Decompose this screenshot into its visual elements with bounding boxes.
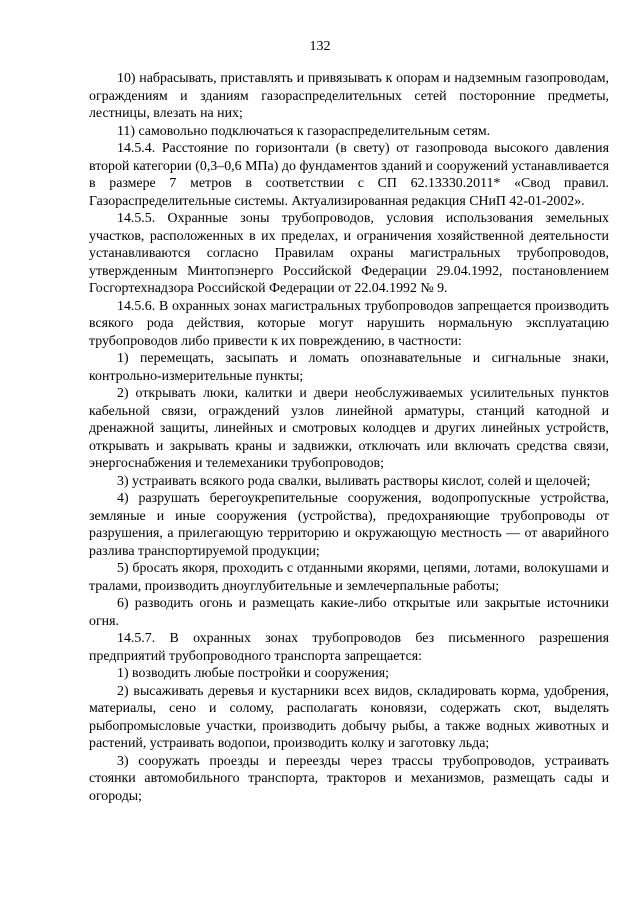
paragraph: 3) устраивать всякого рода свалки, выливать растворы кислот, солей и щелочей; [117,473,591,489]
paragraph: 2) высаживать деревья и кустарники всех видов, складировать корма, удобрения, материалы, сено и солому, располагать коновязи, содержать скот, выделять рыбопромысловые участки, производить добычу рыбы, а также водных животных и растений, устраивать водопои, производить колку и заготовку льда; [89,683,609,751]
paragraph: 14.5.7. В охранных зонах трубопроводов без письменного разрешения предприятий трубопроводного транспорта запрещается: [89,631,609,664]
page-number: 132 [309,39,331,54]
paragraph: 1) возводить любые постройки и сооружения; [117,666,389,681]
paragraph: 3) сооружать проезды и переезды через трассы трубопроводов, устраивать стоянки автомобильного транспорта, тракторов и механизмов, размещать сады и огороды; [89,753,609,804]
paragraph: 2) открывать люки, калитки и двери необслуживаемых усилительных пунктов кабельной связи, ограждений узлов линейной арматуры, станций катодной и дренажной защиты, линейных и смотровых колодцев и других линейных устройств, открывать и закрывать краны и задвижки, отключать или включать средства связи, энергоснабжения и телемеханики трубопроводов; [89,386,609,471]
paragraph: 5) бросать якоря, проходить с отданными якорями, цепями, лотами, волокушами и тралами, производить дноуглубительные и землечерпальные работы; [89,561,609,594]
paragraph: 14.5.5. Охранные зоны трубопроводов, условия использования земельных участков, расположенных в их пределах, и ограничения хозяйственной деятельности устанавливаются согласно Правилам охраны магистральных трубопроводов, утвержденным Минтопэнерго Российской Федерации 29.04.1992, постановлением Госгортехнадзора Российской Федерации от 22.04.1992 № 9. [89,211,609,296]
paragraph: 4) разрушать берегоукрепительные сооружения, водопропускные устройства, земляные и иные сооружения (устройства), предохраняющие трубопроводы от разрушения, а прилегающую территорию и окружающую местность — от аварийного разлива транспортируемой продукции; [89,491,609,559]
paragraph: 10) набрасывать, приставлять и привязывать к опорам и надземным газопроводам, ограждениям и зданиям газораспределительных сетей посторонние предметы, лестницы, влезать на них; [89,71,609,121]
paragraph: 14.5.4. Расстояние по горизонтали (в свету) от газопровода высокого давления второй категории (0,3–0,6 МПа) до фундаментов зданий и сооружений устанавливается в размере 7 метров в соответствии с СП 62.13330.2011* «Свод правил. Газораспределительные системы. Актуализированная редакция СНиП 42-01-2002». [89,141,609,209]
paragraph: 11) самовольно подключаться к газораспределительным сетям. [117,123,491,139]
paragraph: 1) перемещать, засыпать и ломать опознавательные и сигнальные знаки, контрольно-измерительные пункты; [89,351,609,384]
paragraph: 6) разводить огонь и размещать какие-либо открытые или закрытые источники огня. [89,596,609,629]
document-body [89,70,609,805]
paragraph: 14.5.6. В охранных зонах магистральных трубопроводов запрещается производить всякого рода действия, которые могут нарушить нормальную эксплуатацию трубопроводов либо привести к их повреждению, в частности: [89,298,609,349]
